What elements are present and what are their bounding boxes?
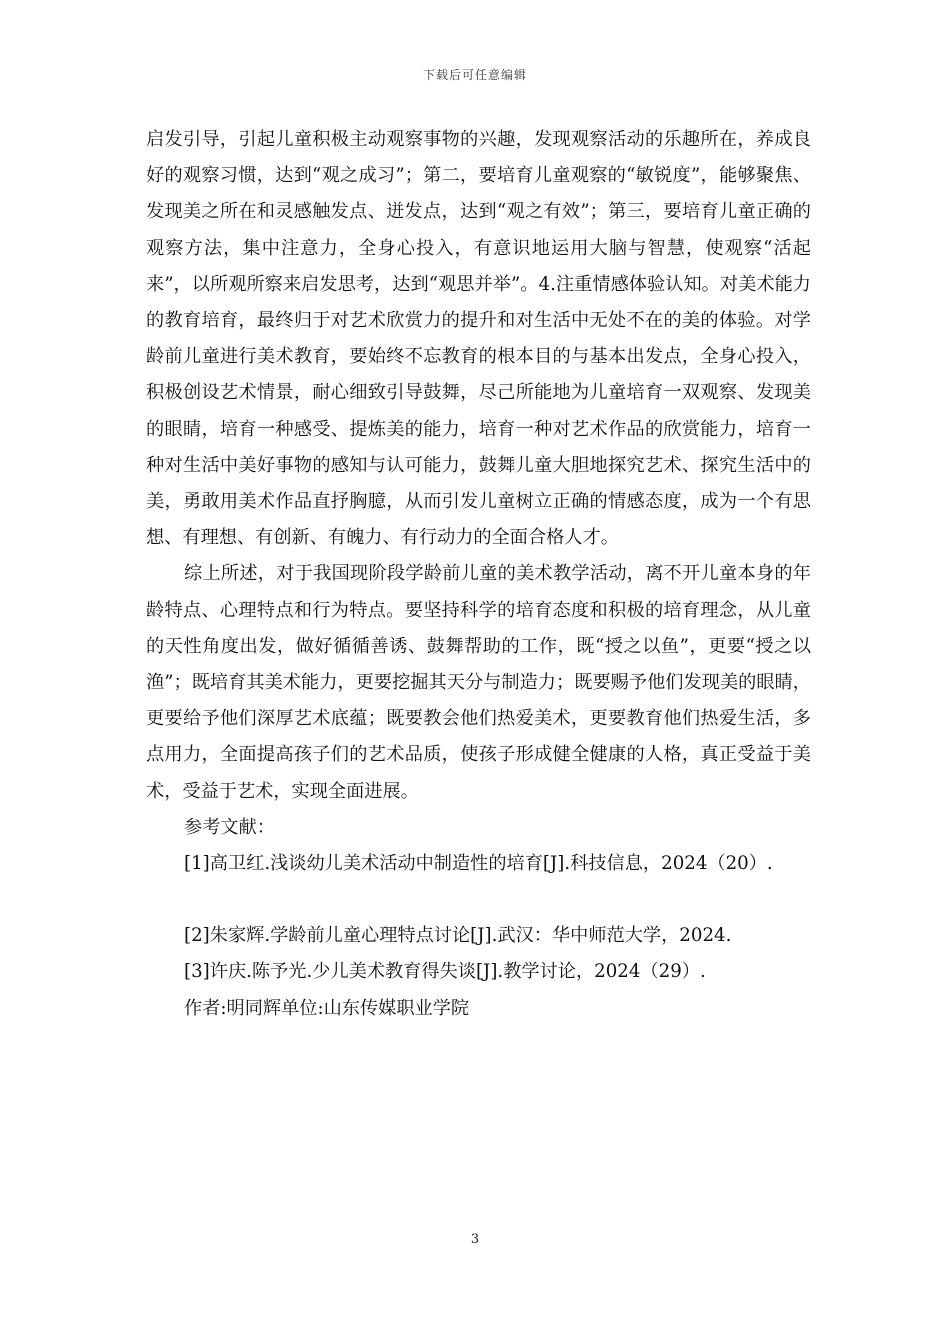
body-paragraph: 启发引导，引起儿童积极主动观察事物的兴趣，发现观察活动的乐趣所在，养成良好的观察习惯，达到“观之成习”；第二，要培育儿童观察的“敏锐度”，能够聚焦、发现美之所在和灵感触发点、迸发点，达到“观之有效”；第三，要培育儿童正确的观察方法，集中注意力，全身心投入，有意识地运用大脑与智慧，使观察“活起来”，以所观所察来启发思考，达到“观思并举”。4.注重情感体验认知。对美术能力的教育培育，最终归于对艺术欣赏力的提升和对生活中无处不在的美的体验。对学龄前儿童进行美术教育，要始终不忘教育的根本目的与基本出发点，全身心投入，积极创设艺术情景，耐心细致引导鼓舞，尽己所能地为儿童培育一双观察、发现美的眼睛，培育一种感受、提炼美的能力，培育一种对艺术作品的欣赏能力，培育一种对生活中美好事物的感知与认可能力，鼓舞儿童大胆地探究艺术、探究生活中的美，勇敢用美术作品直抒胸臆，从而引发儿童树立正确的情感态度，成为一个有思想、有理想、有创新、有魄力、有行动力的全面合格人才。 [146,129,811,549]
references-heading: 参考文献： [184,816,275,838]
author-affiliation: 作者:明同辉单位:山东传媒职业学院 [184,997,470,1019]
document-body [146,122,811,1027]
conclusion-paragraph: 综上所述，对于我国现阶段学龄前儿童的美术教学活动，离不开儿童本身的年龄特点、心理特点和行为特点。要坚持科学的培育态度和积极的培育理念，从儿童的天性角度出发，做好循循善诱、鼓舞帮助的工作，既“授之以鱼”，更要“授之以渔”；既培育其美术能力，更要挖掘其天分与制造力；既要赐予他们发现美的眼睛，更要给予他们深厚艺术底蕴；既要教会他们热爱美术，更要教育他们热爱生活，多点用力，全面提高孩子们的艺术品质，使孩子形成健全健康的人格，真正受益于美术，受益于艺术，实现全面进展。 [146,563,811,802]
reference-item-3: [3]许庆.陈予光.少儿美术教育得失谈[J].教学讨论，2024（29）. [184,961,706,983]
page-number: 3 [470,1232,480,1247]
page-header: 下载后可任意编辑 [422,68,527,82]
reference-item-1: [1]高卫红.浅谈幼儿美术活动中制造性的培育[J].科技信息，2024（20）. [184,853,773,875]
reference-item-2: [2]朱家辉.学龄前儿童心理特点讨论[J].武汉：华中师范大学，2024. [184,925,732,947]
